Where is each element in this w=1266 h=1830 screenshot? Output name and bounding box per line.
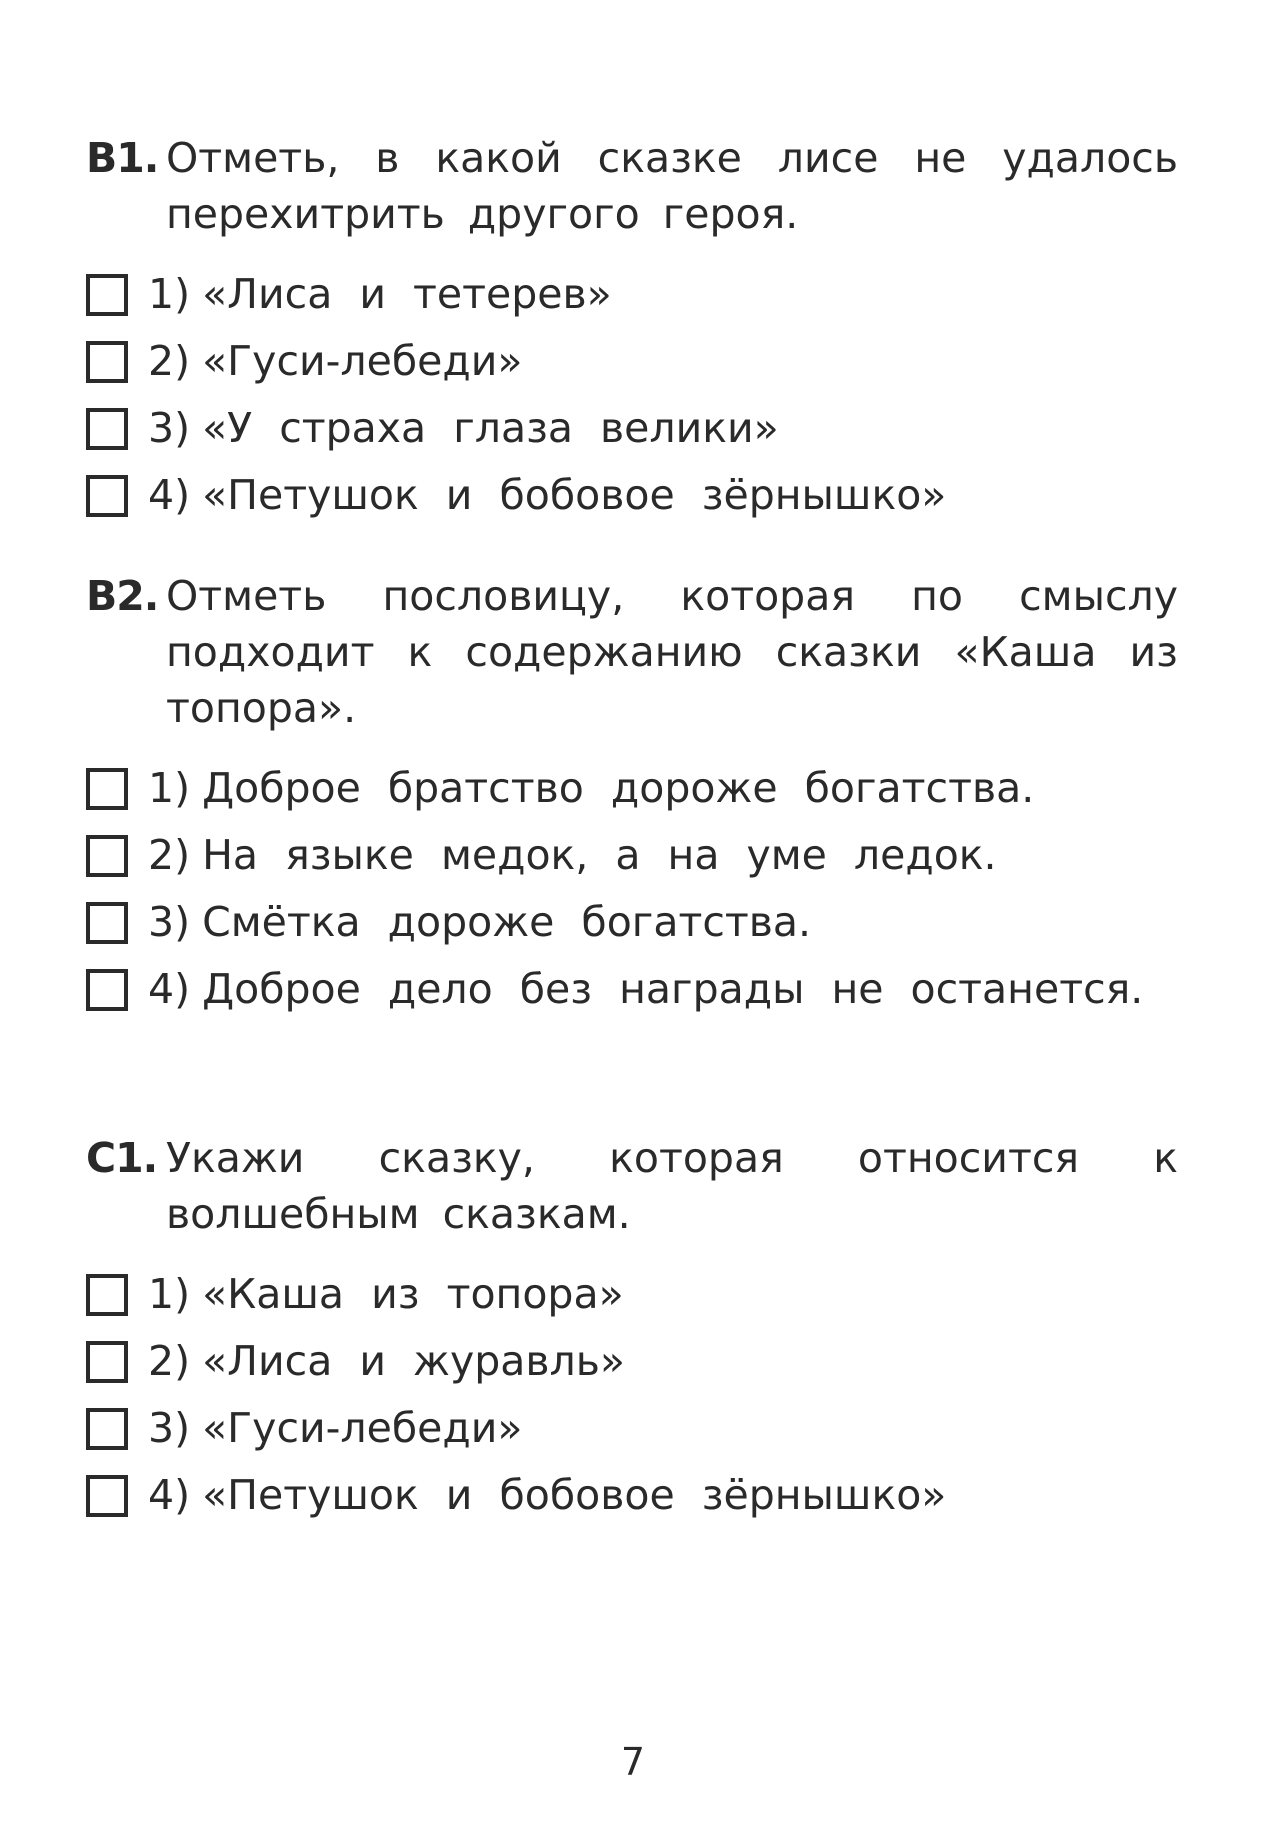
- answer-checkbox[interactable]: [86, 1341, 128, 1383]
- option-number: 3): [148, 404, 191, 452]
- answer-checkbox[interactable]: [86, 408, 128, 450]
- option-text: «У страха глаза велики»: [202, 404, 779, 452]
- option-text: На языке медок, а на уме ледок.: [202, 831, 997, 879]
- option-text: Доброе братство дороже богатства.: [202, 764, 1035, 812]
- question-header: [86, 1130, 1178, 1242]
- question-text: Отметь пословицу, которая по смыслу подходит к содержанию сказки «Каша из топора».: [166, 572, 1178, 732]
- option-1: [86, 760, 1178, 816]
- options-list: [86, 760, 1178, 1017]
- option-1: [86, 1266, 1178, 1322]
- question-number: B2.: [86, 572, 159, 620]
- option-number: 4): [148, 965, 191, 1013]
- answer-checkbox[interactable]: [86, 902, 128, 944]
- question-header: [86, 130, 1178, 242]
- answer-checkbox[interactable]: [86, 1274, 128, 1316]
- option-number: 1): [148, 764, 191, 812]
- answer-checkbox[interactable]: [86, 475, 128, 517]
- option-number: 3): [148, 898, 191, 946]
- question-c1: [86, 1130, 1178, 1534]
- option-2: [86, 1333, 1178, 1389]
- answer-checkbox[interactable]: [86, 835, 128, 877]
- answer-checkbox[interactable]: [86, 341, 128, 383]
- question-number: B1.: [86, 134, 159, 182]
- option-text: «Гуси-лебеди»: [202, 337, 523, 385]
- option-number: 2): [148, 337, 191, 385]
- options-list: [86, 266, 1178, 523]
- option-4: [86, 961, 1178, 1017]
- option-text: Доброе дело без награды не останется.: [202, 965, 1144, 1013]
- answer-checkbox[interactable]: [86, 1475, 128, 1517]
- answer-checkbox[interactable]: [86, 1408, 128, 1450]
- option-number: 4): [148, 471, 191, 519]
- option-number: 3): [148, 1404, 191, 1452]
- question-text: Отметь, в какой сказке лисе не удалось перехитрить другого героя.: [166, 134, 1178, 238]
- option-number: 1): [148, 270, 191, 318]
- option-2: [86, 333, 1178, 389]
- question-number: C1.: [86, 1134, 158, 1182]
- option-text: «Гуси-лебеди»: [202, 1404, 523, 1452]
- answer-checkbox[interactable]: [86, 768, 128, 810]
- question-b2: [86, 568, 1178, 1028]
- question-b1: [86, 130, 1178, 534]
- option-4: [86, 1467, 1178, 1523]
- option-number: 4): [148, 1471, 191, 1519]
- option-text: «Каша из топора»: [202, 1270, 624, 1318]
- option-3: [86, 1400, 1178, 1456]
- answer-checkbox[interactable]: [86, 969, 128, 1011]
- option-number: 2): [148, 831, 191, 879]
- options-list: [86, 1266, 1178, 1523]
- option-2: [86, 827, 1178, 883]
- option-text: Смётка дороже богатства.: [202, 898, 812, 946]
- question-text: Укажи сказку, которая относится к волшебным сказкам.: [166, 1134, 1178, 1238]
- option-text: «Петушок и бобовое зёрнышко»: [202, 1471, 947, 1519]
- option-text: «Лиса и журавль»: [202, 1337, 625, 1385]
- option-number: 1): [148, 1270, 191, 1318]
- option-text: «Петушок и бобовое зёрнышко»: [202, 471, 947, 519]
- option-1: [86, 266, 1178, 322]
- answer-checkbox[interactable]: [86, 274, 128, 316]
- question-header: [86, 568, 1178, 736]
- option-4: [86, 467, 1178, 523]
- page-number: 7: [620, 1740, 646, 1784]
- option-3: [86, 400, 1178, 456]
- option-3: [86, 894, 1178, 950]
- option-number: 2): [148, 1337, 191, 1385]
- option-text: «Лиса и тетерев»: [202, 270, 612, 318]
